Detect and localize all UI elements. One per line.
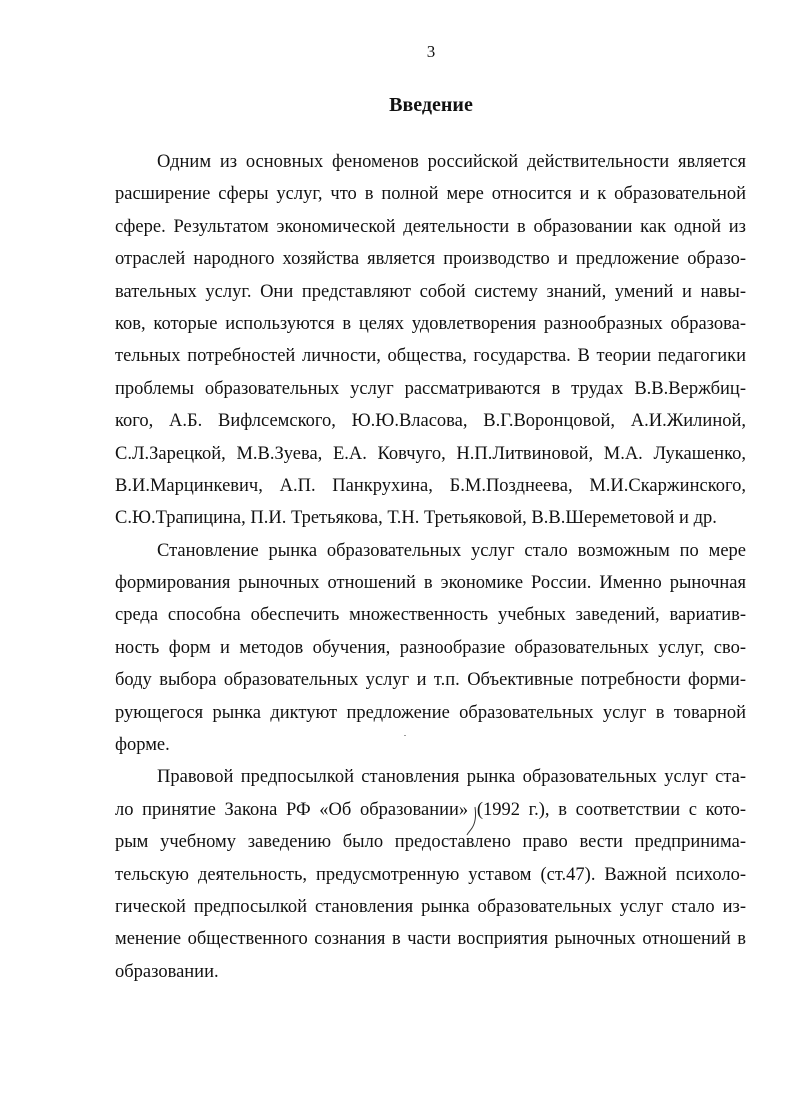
text-line: среда способна обеспечить множественность учебных заведений, вариатив- (115, 605, 746, 626)
body-text (115, 146, 746, 988)
text-line: форме. (115, 735, 170, 756)
text-line: С.Ю.Трапицина, П.И. Третьякова, Т.Н. Третьяковой, В.В.Шереметовой и др. (115, 508, 717, 529)
text-line: С.Л.Зарецкой, М.В.Зуева, Е.А. Ковчуго, Н.П.Литвиновой, М.А. Лукашенко, (115, 443, 746, 464)
text-line: кого, А.Б. Вифлсемского, Ю.Ю.Власова, В.Г.Воронцовой, А.И.Жилиной, (115, 411, 746, 432)
scan-speck (404, 735, 406, 736)
text-line: формирования рыночных отношений в экономике России. Именно рыночная (115, 573, 746, 594)
text-line: Одним из основных феноменов российской действительности является (157, 152, 746, 172)
text-line: ков, которые используются в целях удовлетворения разнообразных образова- (115, 313, 746, 334)
text-line: ло принятие Закона РФ «Об образовании» (1992 г.), в соответствии с кото- (115, 799, 746, 820)
text-line: рующегося рынка диктуют предложение образовательных услуг в товарной (115, 702, 746, 723)
text-line: гической предпосылкой становления рынка образовательных услуг стало из- (115, 896, 746, 917)
text-line: менение общественного сознания в части восприятия рыночных отношений в (115, 929, 746, 950)
text-line: В.И.Марцинкевич, А.П. Панкрухина, Б.М.Позднеева, М.И.Скаржинского, (115, 475, 746, 496)
text-line: Становление рынка образовательных услуг стало возможным по мере (157, 540, 746, 561)
text-line: сфере. Результатом экономической деятельности в образовании как одной из (115, 216, 746, 237)
page-number: 3 (426, 42, 436, 61)
text-line: проблемы образовательных услуг рассматриваются в трудах В.В.Вержбиц- (115, 378, 746, 399)
text-line: рым учебному заведению было предоставлено право вести предпринима- (115, 832, 746, 853)
pen-stroke-mark (466, 806, 480, 836)
text-line: вательных услуг. Они представляют собой систему знаний, умений и навы- (115, 281, 746, 302)
text-line: тельскую деятельность, предусмотренную уставом (ст.47). Важной психоло- (115, 864, 746, 885)
paragraph-3 (115, 761, 746, 988)
paragraph-2 (115, 535, 746, 762)
section-heading: Введение (389, 94, 473, 116)
text-line: расширение сферы услуг, что в полной мере относится и к образовательной (115, 184, 746, 205)
text-line: Правовой предпосылкой становления рынка образовательных услуг ста- (157, 767, 746, 788)
text-line: боду выбора образовательных услуг и т.п. Объективные потребности форми- (115, 670, 746, 691)
paragraph-1 (115, 146, 746, 535)
text-line: отраслей народного хозяйства является производство и предложение образо- (115, 249, 746, 270)
text-line: образовании. (115, 961, 219, 982)
text-line: тельных потребностей личности, общества, государства. В теории педагогики (115, 346, 746, 367)
text-line: ность форм и методов обучения, разнообразие образовательных услуг, сво- (115, 637, 746, 658)
